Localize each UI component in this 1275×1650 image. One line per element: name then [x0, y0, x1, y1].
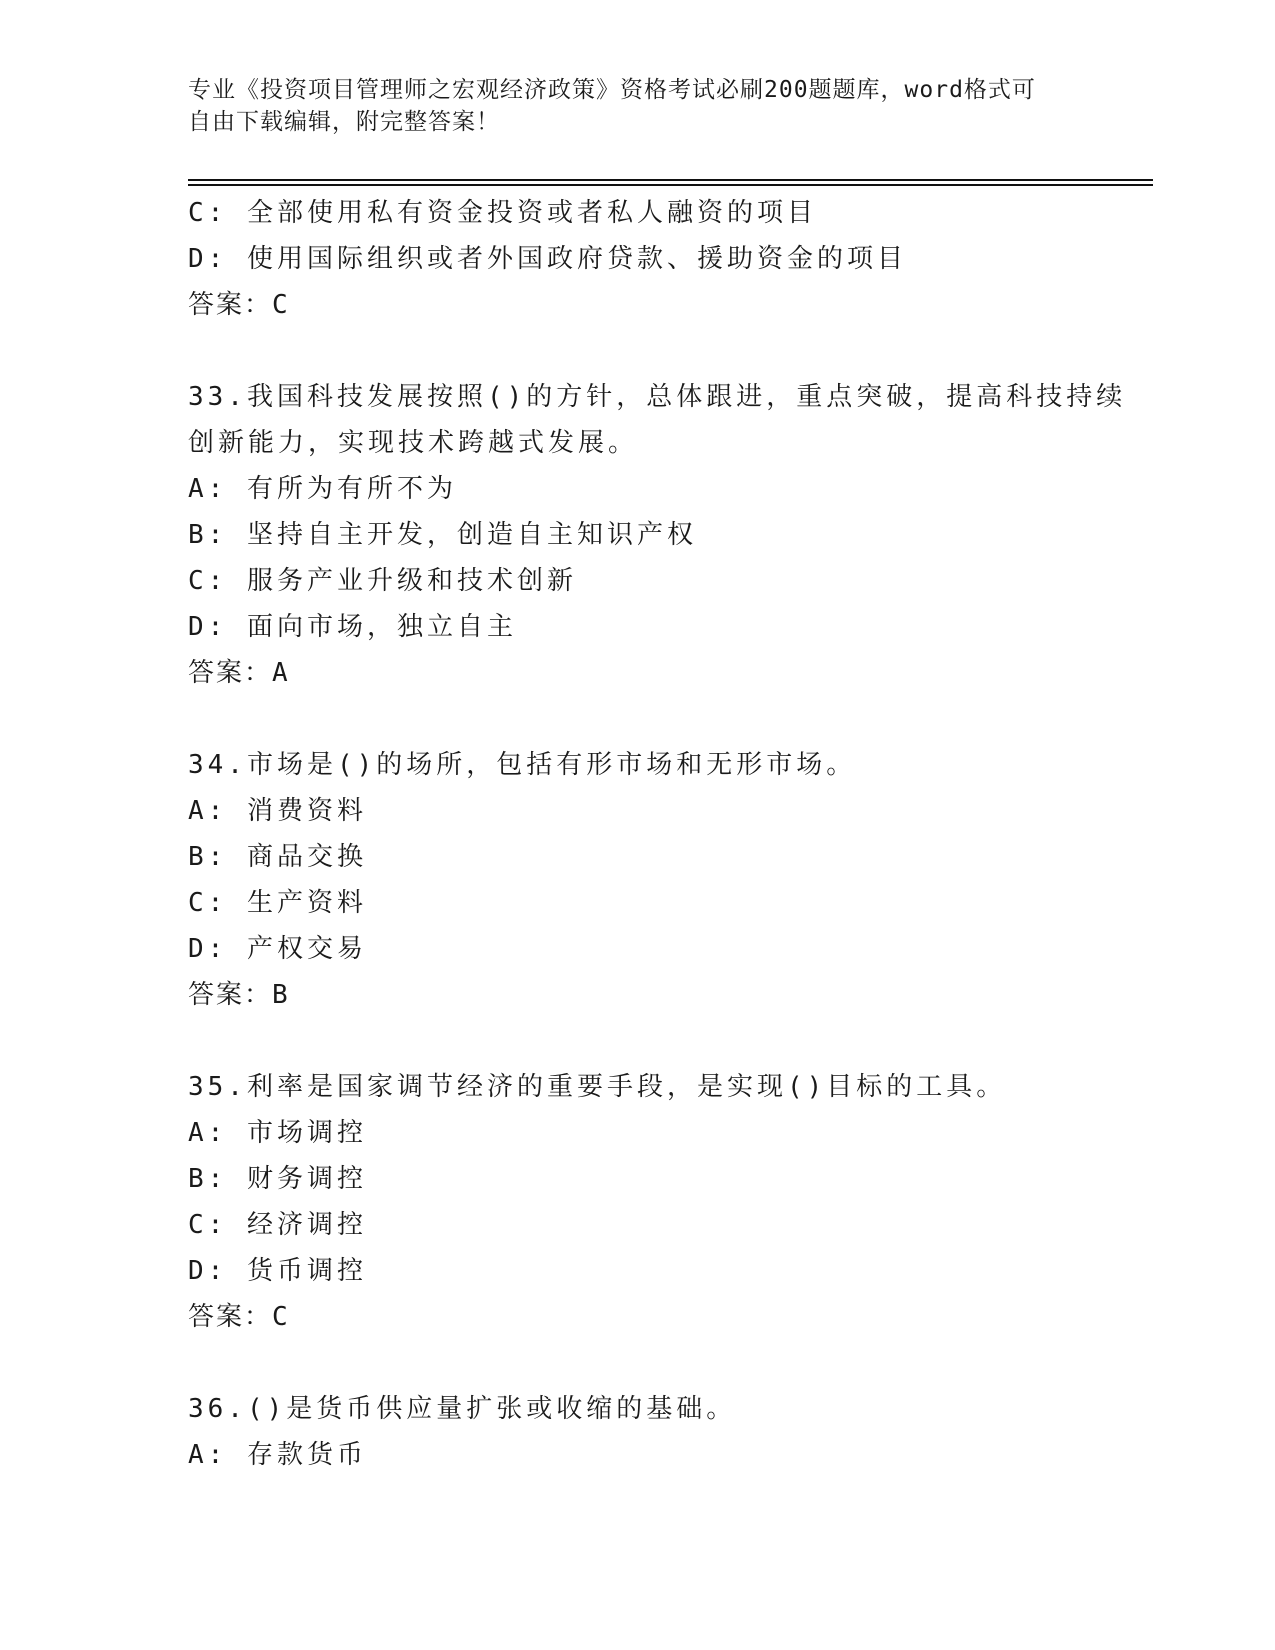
option-a: A: 消费资料 — [188, 796, 367, 826]
answer: 答案：C — [188, 1302, 290, 1332]
question-stem: 36.()是货币供应量扩张或收缩的基础。 — [188, 1394, 737, 1424]
question-35 — [188, 1064, 1188, 1340]
option-b: B: 坚持自主开发，创造自主知识产权 — [188, 520, 697, 550]
question-33 — [188, 374, 1188, 696]
option-a: A: 市场调控 — [188, 1118, 367, 1148]
question-stem-continued: 创新能力，实现技术跨越式发展。 — [188, 428, 639, 458]
question-32-tail — [188, 190, 1188, 328]
option-b: B: 财务调控 — [188, 1164, 367, 1194]
option-d: D: 面向市场，独立自主 — [188, 612, 517, 642]
question-stem: 33.我国科技发展按照()的方针，总体跟进，重点突破，提高科技持续 — [188, 382, 1127, 412]
question-stem: 34.市场是()的场所，包括有形市场和无形市场。 — [188, 750, 857, 780]
option-a: A: 有所为有所不为 — [188, 474, 457, 504]
document-body — [188, 190, 1188, 1478]
question-34 — [188, 742, 1188, 1018]
header-line-2: 自由下载编辑，附完整答案！ — [188, 109, 500, 135]
spacer — [188, 328, 1188, 374]
option-a: A: 存款货币 — [188, 1440, 367, 1470]
option-d: D: 使用国际组织或者外国政府贷款、援助资金的项目 — [188, 244, 907, 274]
option-d: D: 货币调控 — [188, 1256, 367, 1286]
question-stem: 35.利率是国家调节经济的重要手段，是实现()目标的工具。 — [188, 1072, 1007, 1102]
header-rule-top — [188, 179, 1153, 181]
option-c: C: 生产资料 — [188, 888, 367, 918]
spacer — [188, 1018, 1188, 1064]
option-c: C: 服务产业升级和技术创新 — [188, 566, 577, 596]
option-b: B: 商品交换 — [188, 842, 367, 872]
option-c: C: 经济调控 — [188, 1210, 367, 1240]
answer: 答案：A — [188, 658, 290, 688]
option-c: C: 全部使用私有资金投资或者私人融资的项目 — [188, 198, 817, 228]
spacer — [188, 696, 1188, 742]
question-36 — [188, 1386, 1188, 1478]
document-header — [188, 74, 1088, 138]
option-d: D: 产权交易 — [188, 934, 367, 964]
header-rule-bottom — [188, 184, 1153, 186]
answer: 答案：B — [188, 980, 290, 1010]
header-line-1: 专业《投资项目管理师之宏观经济政策》资格考试必刷200题题库，word格式可 — [188, 77, 1036, 103]
answer: 答案：C — [188, 290, 290, 320]
spacer — [188, 1340, 1188, 1386]
